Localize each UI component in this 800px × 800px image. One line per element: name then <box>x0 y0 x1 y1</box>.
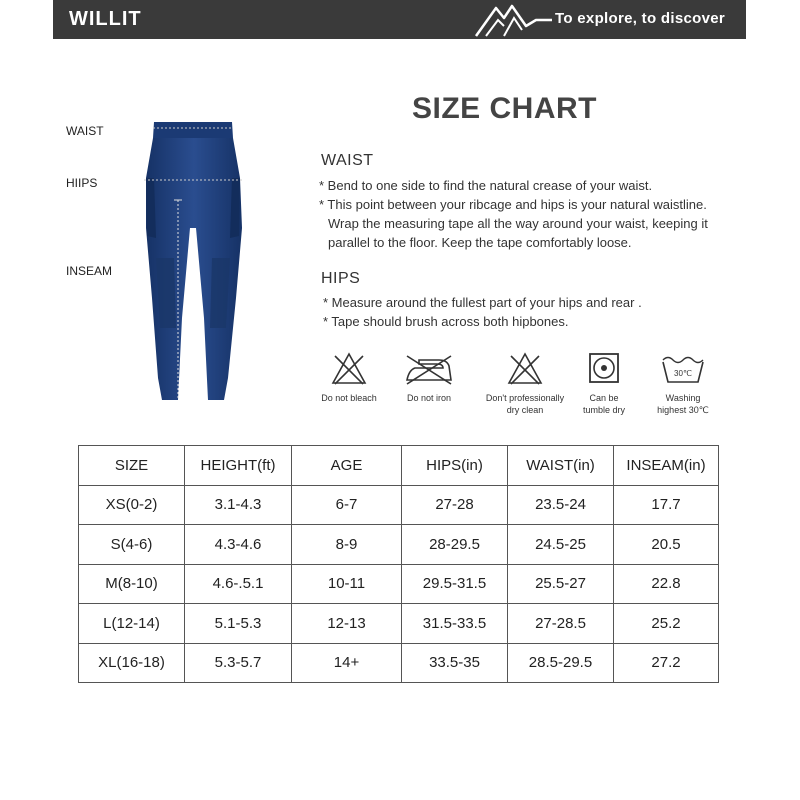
waist-label: WAIST <box>66 124 104 138</box>
table-cell: L(12-14) <box>79 604 185 644</box>
table-cell: 14+ <box>292 643 402 683</box>
care-tumble-dry <box>577 352 631 416</box>
care-label-1: Can be <box>589 393 619 403</box>
table-cell: M(8-10) <box>79 564 185 604</box>
care-label-2: dry clean <box>506 405 544 415</box>
table-header: AGE <box>292 446 402 486</box>
table-row <box>79 604 719 644</box>
care-label: Do not iron <box>406 393 452 403</box>
care-no-iron <box>398 352 460 404</box>
table-cell: 5.1-5.3 <box>185 604 292 644</box>
table-row <box>79 564 719 604</box>
table-header: WAIST(in) <box>508 446 614 486</box>
size-table <box>78 445 719 683</box>
care-label-1: Don't professionally <box>485 393 565 403</box>
care-label-2: highest 30℃ <box>657 405 709 415</box>
table-cell: 17.7 <box>614 485 719 525</box>
page-title: SIZE CHART <box>412 92 597 125</box>
table-cell: XS(0-2) <box>79 485 185 525</box>
care-label: Do not bleach <box>321 393 377 403</box>
no-bleach-icon <box>331 352 367 386</box>
table-row <box>79 485 719 525</box>
hips-label: HIIPS <box>66 176 98 190</box>
table-cell: 33.5-35 <box>402 643 508 683</box>
table-cell: 4.6-.5.1 <box>185 564 292 604</box>
inseam-label: INSEAM <box>66 264 113 278</box>
header-bar <box>53 0 746 39</box>
tagline: To explore, to discover <box>555 10 725 27</box>
table-cell: 27.2 <box>614 643 719 683</box>
hips-line-2: * Tape should brush across both hipbones. <box>323 314 569 329</box>
care-no-bleach <box>315 352 383 404</box>
brand-logo: WILLIT <box>69 8 142 30</box>
table-header: SIZE <box>79 446 185 486</box>
waist-heading: WAIST <box>321 152 374 169</box>
table-cell: 4.3-4.6 <box>185 525 292 565</box>
table-cell: 22.8 <box>614 564 719 604</box>
table-cell: 3.1-4.3 <box>185 485 292 525</box>
mountain-logo-icon <box>474 2 554 38</box>
table-cell: 10-11 <box>292 564 402 604</box>
care-label-1: Washing <box>665 393 701 403</box>
table-cell: 20.5 <box>614 525 719 565</box>
waist-line-1: * Bend to one side to find the natural crease of your waist. <box>319 178 653 193</box>
table-cell: 24.5-25 <box>508 525 614 565</box>
care-label-2: tumble dry <box>582 405 626 415</box>
table-cell: 29.5-31.5 <box>402 564 508 604</box>
table-cell: 28.5-29.5 <box>508 643 614 683</box>
care-wash-30 <box>650 352 716 416</box>
wash-30-icon <box>659 352 707 386</box>
table-row <box>79 643 719 683</box>
table-cell: 25.5-27 <box>508 564 614 604</box>
table-cell: 12-13 <box>292 604 402 644</box>
table-cell: 31.5-33.5 <box>402 604 508 644</box>
table-header-row <box>79 446 719 486</box>
no-iron-icon <box>401 352 457 386</box>
table-cell: 28-29.5 <box>402 525 508 565</box>
table-header: HIPS(in) <box>402 446 508 486</box>
table-cell: 27-28 <box>402 485 508 525</box>
table-cell: 5.3-5.7 <box>185 643 292 683</box>
table-cell: 25.2 <box>614 604 719 644</box>
table-cell: 23.5-24 <box>508 485 614 525</box>
table-cell: 27-28.5 <box>508 604 614 644</box>
hips-heading: HIPS <box>321 270 361 287</box>
table-header: HEIGHT(ft) <box>185 446 292 486</box>
table-cell: XL(16-18) <box>79 643 185 683</box>
tumble-dry-icon <box>588 352 620 386</box>
table-header: INSEAM(in) <box>614 446 719 486</box>
hips-line-1: * Measure around the fullest part of your hips and rear . <box>323 295 642 310</box>
table-row <box>79 525 719 565</box>
table-cell: 8-9 <box>292 525 402 565</box>
wash-temp: 30℃ <box>674 369 692 378</box>
no-dry-clean-icon <box>507 352 543 386</box>
table-cell: S(4-6) <box>79 525 185 565</box>
care-no-dry-clean <box>482 352 568 416</box>
waist-line-4: parallel to the floor. Keep the tape comfortably loose. <box>328 235 632 250</box>
waist-line-2: * This point between your ribcage and hips is your natural waistline. <box>319 197 707 212</box>
waist-line-3: Wrap the measuring tape all the way around your waist, keeping it <box>328 216 708 231</box>
table-cell: 6-7 <box>292 485 402 525</box>
leggings-image <box>138 118 248 408</box>
